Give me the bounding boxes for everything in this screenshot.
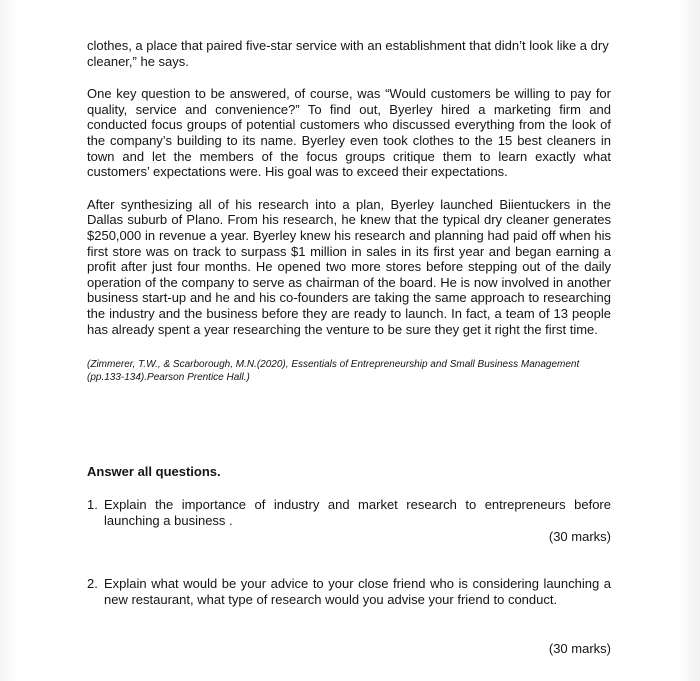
paragraph-1: clothes, a place that paired five-star service with an establishment that didn’t look like a dry cleaner,” he says. — [87, 38, 609, 69]
question-2-marks: (30 marks) — [548, 641, 611, 656]
question-2 — [87, 576, 611, 607]
question-text: Explain what would be your advice to your close friend who is considering launching a new restaurant, what type of research would you advise your friend to conduct. — [104, 576, 611, 607]
questions-heading: Answer all questions. — [87, 464, 221, 479]
citation: (Zimmerer, T.W., & Scarborough, M.N.(2020), Essentials of Entrepreneurship and Small Business Management (pp.133-134).Pearson Prentice Hall.) — [87, 359, 580, 384]
paragraph-3: After synthesizing all of his research into a plan, Byerley launched Biientuckers in the Dallas suburb of Plano. From his research, he knew that the typical dry cleaner generates $250,000 in revenue a year. Byerley knew his research and planning had paid off when his first store was on track to surpass $1 million in sales in its first year and began earning a profit after just four months. He opened two more stores before stepping out of the daily operation of the company to serve as chairman of the board. He is now involved in another business start-up and he and his co-founders are taking the same approach to researching the industry and the business before they are ready to launch. In fact, a team of 13 people has already spent a year researching the venture to be sure they get it right the first time. — [87, 196, 611, 337]
question-1-marks: (30 marks) — [548, 529, 611, 544]
question-1 — [87, 497, 611, 528]
page-edge-shadow-left — [0, 0, 18, 681]
case-study-text — [87, 38, 611, 384]
question-number: 1. — [87, 497, 98, 512]
question-text: Explain the importance of industry and market research to entrepreneurs before launching a business . — [104, 497, 611, 528]
paragraph-2: One key question to be answered, of course, was “Would customers be willing to pay for quality, service and convenience?” To find out, Byerley hired a marketing firm and conducted focus groups of potential customers who discussed everything from the look of the company’s building to its name. Byerley even took clothes to the 15 best cleaners in town and let the members of the focus groups critique them to learn exactly what customers’ expectations were. His goal was to exceed their expectations. — [87, 86, 611, 180]
page-edge-shadow-right — [678, 0, 700, 681]
question-number: 2. — [87, 576, 98, 591]
